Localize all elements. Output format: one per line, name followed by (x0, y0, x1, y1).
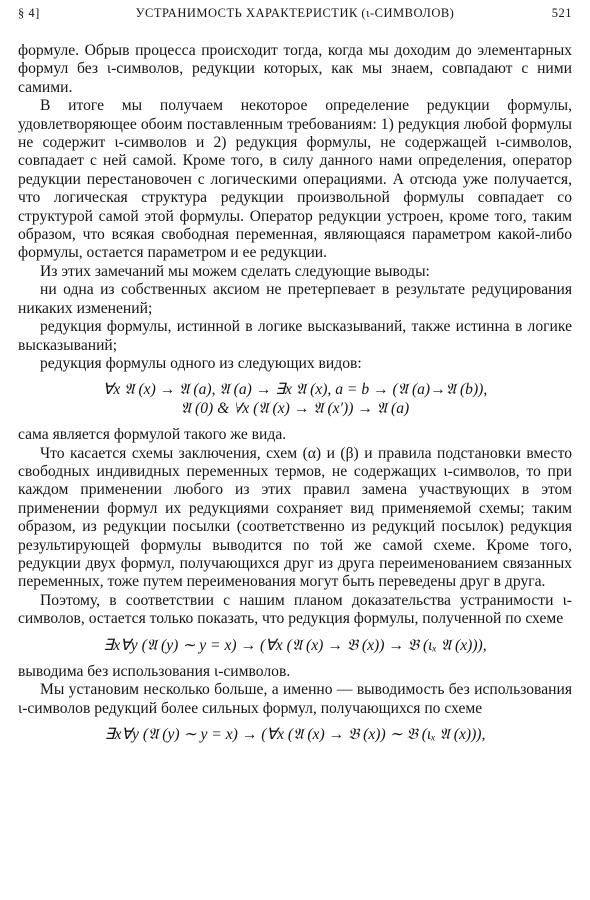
formula-iota-stronger-scheme: ∃x∀y (𝔄 (y) ∼ y = x) → (∀x (𝔄 (x) → 𝔅 (x)) ∼ 𝔅 (ιₓ 𝔄 (x))), (104, 726, 486, 744)
page-body (18, 42, 572, 745)
paragraph-stronger-formulas: Мы установим несколько больше, а именно — выводимость без использования ι-символов редукций более сильных формул, получающихся по схеме (18, 681, 572, 717)
section-number: § 4] (18, 6, 40, 20)
paragraph-inference-rules: Что касается схемы заключения, схем (α) и (β) и правила подстановки вместо свободных индивидных переменных термов, не содержащих ι-символов, то при каждом применении любого из этих правил замена участвующих в этом применении формул их редукциями сохраняет вид применяемой схемы; таким образом, из редукции посылки (соответственно из редукций посылок) редукция результирующей формулы выводится по той же самой схеме. Кроме того, редукции двух формул, получающихся друг из друга переименованием связанных переменных, тоже путем переименования могут быть переведены друг в друга. (18, 444, 572, 591)
paragraph-continuation: формуле. Обрыв процесса происходит тогда, когда мы доходим до элементарных формул без ι-символов, редукции которых, как мы знаем, совпадают с ними самими. (18, 42, 572, 96)
paragraph-derivable: выводима без использования ι-символов. (18, 663, 291, 680)
page-number: 521 (551, 6, 572, 20)
running-title: УСТРАНИМОСТЬ ХАРАКТЕРИСТИК (ι-СИМВОЛОВ) (135, 6, 455, 20)
formula-iota-scheme: ∃x∀y (𝔄 (y) ∼ y = x) → (∀x (𝔄 (x) → 𝔅 (x)) → 𝔅 (ιₓ 𝔄 (x))), (103, 636, 487, 654)
paragraph-plan: Поэтому, в соответствии с нашим планом доказательства устранимости ι-символов, остается только показать, что редукция формулы, полученной по схеме (18, 591, 572, 628)
paragraph-same-form: сама является формулой такого же вида. (18, 426, 287, 444)
paragraph-conclusion-axioms: ни одна из собственных аксиом не претерпевает в результате редуцирования никаких изменений; (18, 281, 572, 317)
paragraph-reduction-definition: В итоге мы получаем некоторое определение редукции формулы, удовлетворяющее обоим поставленным требованиям: 1) редукция любой формулы не содержит ι-символов и 2) редукция формулы, не содержащей ι-символов, совпадает с ней самой. Кроме того, в силу данного нами определения, оператор редукции перестановочен с логическими операциями. А отсюда уже получается, что логическая структура редукции произвольной формулы совпадает со структурой самой этой формулы. Оператор редукции устроен, кроме того, таким образом, что всякая свободная переменная, являющаяся параметром какой-либо формулы, остается параметром и ее редукции. (18, 97, 572, 262)
formula-axiom-schemes-1: ∀x 𝔄 (x) → 𝔄 (a), 𝔄 (a) → ∃x 𝔄 (x), a = b → (𝔄 (a)→𝔄 (b)), (102, 381, 488, 399)
running-header (18, 6, 572, 28)
paragraph-conclusions-intro: Из этих замечаний мы можем сделать следующие выводы: (40, 262, 430, 280)
paragraph-conclusion-forms: редукция формулы одного из следующих видов: (40, 354, 362, 372)
formula-induction-scheme: 𝔄 (0) & ∀x (𝔄 (x) → 𝔄 (x′)) → 𝔄 (a) (180, 399, 410, 417)
paragraph-conclusion-propositional: редукция формулы, истинной в логике высказываний, также истинна в логике высказываний; (18, 318, 572, 354)
